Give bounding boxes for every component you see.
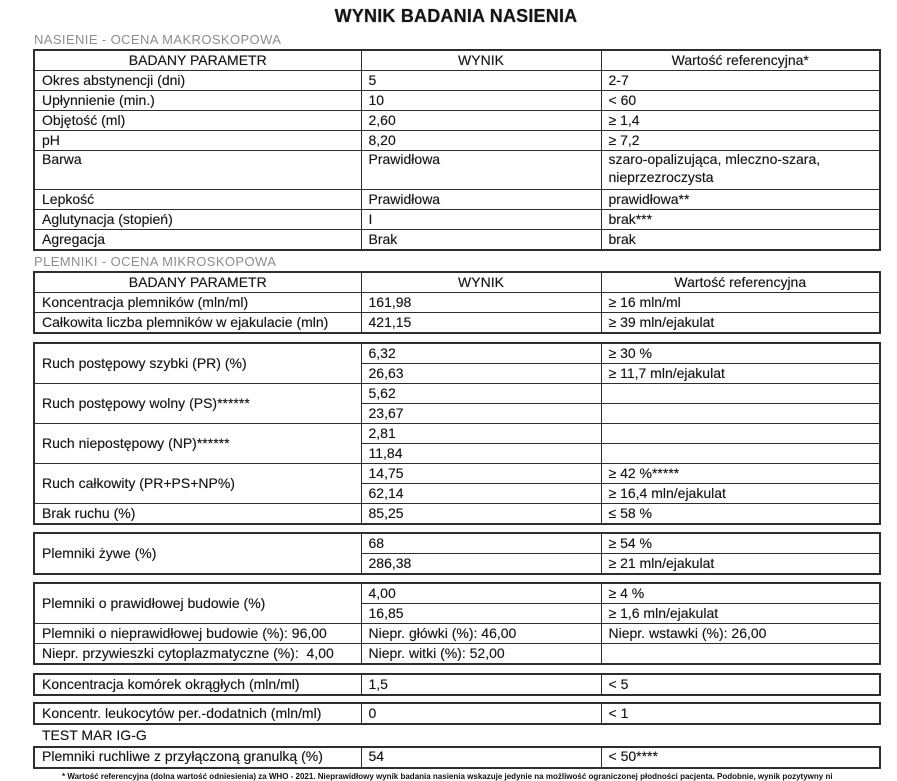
cell-reference: ≥ 1,6 mln/ejakulat: [601, 604, 880, 624]
cell-parameter: Ruch niepostępowy (NP)******: [34, 424, 361, 464]
table-header-row: [34, 50, 880, 71]
cell-parameter: Objętość (ml): [34, 111, 361, 131]
cell-parameter: Okres abstynencji (dni): [34, 71, 361, 91]
macroscopic-table: [33, 49, 881, 251]
cell-result: 10: [361, 91, 601, 111]
table-row: [34, 210, 880, 230]
page-title: WYNIK BADANIA NASIENIA: [334, 6, 578, 26]
mar-test-table: [33, 746, 881, 769]
table-row: [34, 71, 880, 91]
table-row: [34, 384, 880, 404]
vitality-table: [33, 532, 881, 575]
cell-reference: ≥ 7,2: [601, 131, 880, 151]
cell-result: 2,60: [361, 111, 601, 131]
cell-reference: ≥ 54 %: [601, 533, 880, 554]
cell-result: 14,75: [361, 464, 601, 484]
cell-parameter: Ruch całkowity (PR+PS+NP%): [34, 464, 361, 504]
cell-reference: prawidłowa**: [601, 190, 880, 210]
cell-result: I: [361, 210, 601, 230]
section-label-macroscopic: NASIENIE - OCENA MAKROSKOPOWA: [34, 31, 282, 47]
cell-parameter: Upłynnienie (min.): [34, 91, 361, 111]
cell-result: 2,81: [361, 424, 601, 444]
cell-reference: szaro-opalizująca, mleczno-szara, nieprzezroczysta: [601, 151, 880, 190]
table-row: [34, 624, 880, 644]
cell-parameter: Koncentracja plemników (mln/ml): [34, 293, 361, 313]
cell-reference: ≥ 42 %*****: [601, 464, 880, 484]
cell-parameter: Plemniki żywe (%): [34, 533, 361, 574]
cell-parameter: Koncentr. leukocytów per.-dodatnich (mln/ml): [34, 703, 361, 724]
cell-result: Prawidłowa: [361, 151, 601, 190]
cell-result: 421,15: [361, 313, 601, 334]
cell-result: 26,63: [361, 364, 601, 384]
table-row: [34, 674, 880, 695]
section-label-mar-test: TEST MAR IG-G: [42, 727, 147, 744]
cell-result: Brak: [361, 230, 601, 251]
cell-result: 5,62: [361, 384, 601, 404]
column-header-result: WYNIK: [361, 272, 601, 293]
column-header-reference: Wartość referencyjna: [601, 272, 880, 293]
cell-reference: ≥ 39 mln/ejakulat: [601, 313, 880, 334]
cell-reference: brak: [601, 230, 880, 251]
column-header-parameter: BADANY PARAMETR: [34, 272, 361, 293]
table-row: [34, 583, 880, 604]
cell-parameter: Niepr. przywieszki cytoplazmatyczne (%): 4,00: [34, 644, 361, 665]
cell-reference: < 50****: [601, 747, 880, 768]
table-row: [34, 111, 880, 131]
cell-parameter: Plemniki o nieprawidłowej budowie (%): 96,00: [34, 624, 361, 644]
cell-parameter: Całkowita liczba plemników w ejakulacie (mln): [34, 313, 361, 334]
column-header-parameter: BADANY PARAMETR: [34, 50, 361, 71]
cell-reference: < 1: [601, 703, 880, 724]
leukocytes-table: [33, 702, 881, 725]
cell-result: 1,5: [361, 674, 601, 695]
motility-table: [33, 342, 881, 525]
cell-reference: < 60: [601, 91, 880, 111]
cell-result: 6,32: [361, 343, 601, 364]
reference-footnote: * Wartość referencyjna (dolna wartość odniesienia) za WHO - 2021. Nieprawidłowy wynik badania nasienia wskazuje jedynie na możliwość ograniczonej płodności pacjenta. Podobnie, wynik pozytywny ni: [62, 771, 833, 781]
cell-result: 62,14: [361, 484, 601, 504]
table-row: [34, 464, 880, 484]
section-label-microscopic: PLEMNIKI - OCENA MIKROSKOPOWA: [34, 254, 277, 270]
cell-reference: ≥ 16 mln/ml: [601, 293, 880, 313]
round-cells-table: [33, 673, 881, 696]
cell-reference: [601, 444, 880, 464]
cell-parameter: Koncentracja komórek okrągłych (mln/ml): [34, 674, 361, 695]
table-header-row: [34, 272, 880, 293]
cell-parameter: Ruch postępowy szybki (PR) (%): [34, 343, 361, 384]
column-header-reference: Wartość referencyjna*: [601, 50, 880, 71]
cell-parameter: Plemniki o prawidłowej budowie (%): [34, 583, 361, 624]
cell-result: 5: [361, 71, 601, 91]
cell-reference: < 5: [601, 674, 880, 695]
table-row: [34, 313, 880, 334]
cell-reference: [601, 404, 880, 424]
cell-reference: [601, 644, 880, 665]
cell-reference: ≥ 4 %: [601, 583, 880, 604]
table-row: [34, 644, 880, 665]
cell-parameter: pH: [34, 131, 361, 151]
cell-result: 54: [361, 747, 601, 768]
cell-reference: [601, 384, 880, 404]
cell-result: 23,67: [361, 404, 601, 424]
cell-result: Niepr. witki (%): 52,00: [361, 644, 601, 665]
cell-reference: ≥ 21 mln/ejakulat: [601, 554, 880, 575]
table-row: [34, 293, 880, 313]
cell-reference: [601, 424, 880, 444]
cell-parameter: Ruch postępowy wolny (PS)******: [34, 384, 361, 424]
cell-result: 85,25: [361, 504, 601, 525]
table-row: [34, 131, 880, 151]
cell-parameter: Plemniki ruchliwe z przyłączoną granulką (%): [34, 747, 361, 768]
cell-reference: brak***: [601, 210, 880, 230]
table-row: [34, 343, 880, 364]
cell-parameter: Brak ruchu (%): [34, 504, 361, 525]
cell-result: Niepr. główki (%): 46,00: [361, 624, 601, 644]
cell-reference: ≥ 1,4: [601, 111, 880, 131]
morphology-table: [33, 582, 881, 665]
cell-parameter: Aglutynacja (stopień): [34, 210, 361, 230]
cell-result: Prawidłowa: [361, 190, 601, 210]
microscopic-table: [33, 271, 881, 334]
cell-reference: Niepr. wstawki (%): 26,00: [601, 624, 880, 644]
cell-result: 68: [361, 533, 601, 554]
cell-parameter: Barwa: [34, 151, 361, 190]
table-row: [34, 91, 880, 111]
cell-result: 16,85: [361, 604, 601, 624]
column-header-result: WYNIK: [361, 50, 601, 71]
cell-reference: ≥ 30 %: [601, 343, 880, 364]
cell-result: 8,20: [361, 131, 601, 151]
cell-reference: ≥ 11,7 mln/ejakulat: [601, 364, 880, 384]
cell-reference: ≤ 58 %: [601, 504, 880, 525]
cell-result: 11,84: [361, 444, 601, 464]
cell-reference: 2-7: [601, 71, 880, 91]
cell-reference: ≥ 16,4 mln/ejakulat: [601, 484, 880, 504]
table-row: [34, 230, 880, 251]
cell-result: 0: [361, 703, 601, 724]
cell-result: 4,00: [361, 583, 601, 604]
table-row: [34, 424, 880, 444]
table-row: [34, 190, 880, 210]
cell-parameter: Lepkość: [34, 190, 361, 210]
table-row: [34, 703, 880, 724]
cell-parameter: Agregacja: [34, 230, 361, 251]
table-row: [34, 504, 880, 525]
table-row: [34, 533, 880, 554]
table-row: [34, 151, 880, 190]
table-row: [34, 747, 880, 768]
cell-result: 161,98: [361, 293, 601, 313]
cell-result: 286,38: [361, 554, 601, 575]
